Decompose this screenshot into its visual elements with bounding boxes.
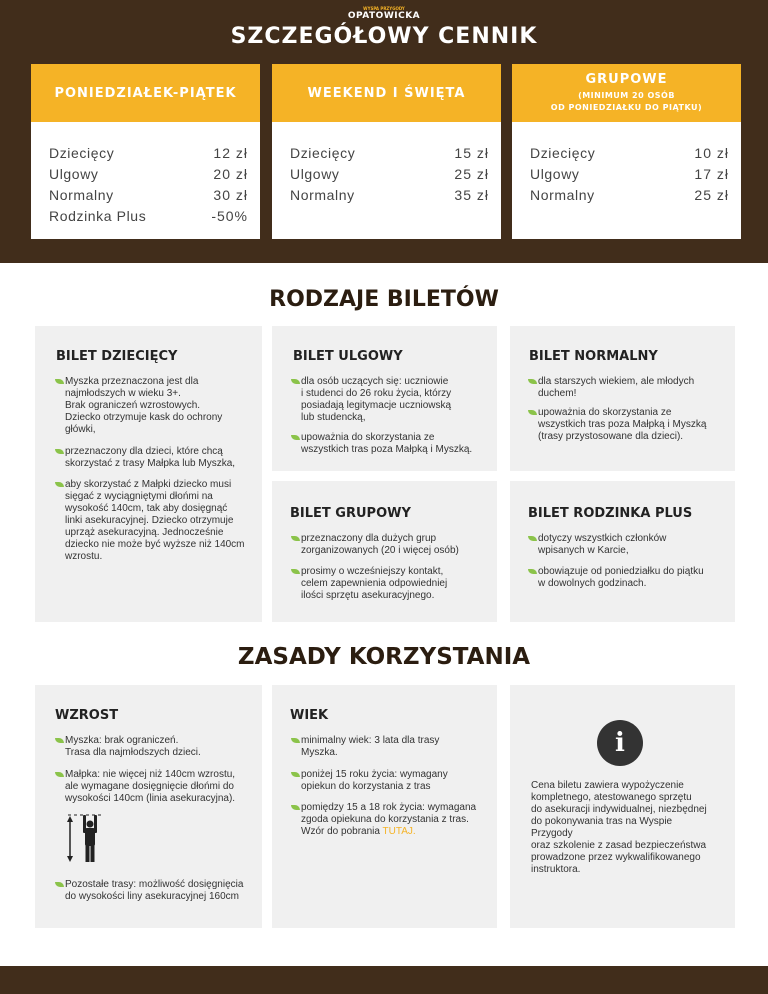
ticket-title-group: BILET GRUPOWY (290, 506, 411, 521)
leaf-icon (528, 569, 537, 574)
price-card-title: GRUPOWE (585, 72, 668, 87)
rules-section-title: ZASADY KORZYSTANIA (237, 644, 531, 670)
ticket-box-child (35, 326, 262, 622)
price-row: Ulgowy 20 zł (49, 166, 248, 182)
price-row: Ulgowy 17 zł (530, 166, 729, 182)
bullet-item: minimalny wiek: 3 lata dla trasy Myszka. (291, 735, 439, 759)
leaf-icon (291, 536, 300, 541)
leaf-icon (291, 805, 300, 810)
leaf-icon (528, 410, 537, 415)
leaf-icon (55, 379, 64, 384)
ticket-title-family: BILET RODZINKA PLUS (528, 506, 693, 521)
bullet-item: Małpka: nie więcej niż 140cm wzrostu, ale wymagane dosięgnięcie dłońmi do wysokości 140cm (linia asekuracyjna). (55, 769, 235, 805)
ticket-title-reduced: BILET ULGOWY (293, 349, 403, 364)
leaf-icon (291, 569, 300, 574)
price-card-header (512, 64, 741, 122)
leaf-icon (55, 882, 64, 887)
price-row: Normalny 25 zł (530, 187, 729, 203)
info-icon: i (597, 720, 643, 766)
footer-logo: WYSPA PRZYGODY OPATOWICKA (347, 6, 421, 21)
footer (0, 966, 768, 994)
bullet-item: Myszka przeznaczona jest dla najmłodszych w wieku 3+. Brak ograniczeń wzrostowych. Dziecko otrzymuje kask do ochrony główki, (55, 376, 222, 436)
price-row: Normalny 30 zł (49, 187, 248, 203)
bullet-item: upoważnia do skorzystania ze wszystkich tras poza Małpką i Myszką. (291, 432, 472, 456)
leaf-icon (528, 536, 537, 541)
rules-title-age: WIEK (290, 708, 329, 723)
price-row: Rodzinka Plus -50% (49, 208, 248, 224)
bullet-item: dla starszych wiekiem, ale młodych duchem! (528, 376, 694, 400)
leaf-icon (55, 772, 64, 777)
leaf-icon (55, 482, 64, 487)
leaf-icon (55, 738, 64, 743)
ticket-title-child: BILET DZIECIĘCY (56, 349, 178, 364)
price-card-title: WEEKEND I ŚWIĘTA (307, 85, 466, 101)
bullet-item: prosimy o wcześniejszy kontakt, celem zapewnienia odpowiedniej ilości sprzętu asekuracyjnego. (291, 566, 447, 602)
download-link[interactable]: TUTAJ. (382, 826, 416, 837)
bullet-item: obowiązuje od poniedziałku do piątku w dowolnych godzinach. (528, 566, 704, 590)
page-title: SZCZEGÓŁOWY CENNIK (230, 24, 538, 49)
price-card-header (272, 64, 501, 122)
bullet-item: przeznaczony dla dzieci, które chcą skorzystać z trasy Małpka lub Myszka, (55, 446, 235, 470)
leaf-icon (291, 435, 300, 440)
bullet-item: poniżej 15 roku życia: wymagany opiekun do korzystania z tras (291, 769, 448, 793)
info-text: Cena biletu zawiera wypożyczenie kompletnego, atestowanego sprzętu do asekuracji indywidualnej, niezbędnej do pokonywania tras na Wyspie Przygody oraz szkolenie z zasad bezpieczeństwa prowadzone przez wykwalifikowanego instruktora. (531, 780, 707, 875)
price-row: Ulgowy 25 zł (290, 166, 489, 182)
leaf-icon (291, 772, 300, 777)
bullet-item: pomiędzy 15 a 18 rok życia: wymagana zgoda opiekuna do korzystania z tras. Wzór do pobrania TUTAJ. (291, 802, 476, 838)
tickets-section-title: RODZAJE BILETÓW (269, 287, 499, 312)
ticket-title-normal: BILET NORMALNY (529, 349, 658, 364)
leaf-icon (291, 738, 300, 743)
leaf-icon (528, 379, 537, 384)
price-card-subtitle: (MINIMUM 20 OSÓB OD PONIEDZIAŁKU DO PIĄTKU) (550, 91, 703, 112)
price-card-header (31, 64, 260, 122)
height-measure-icon (66, 812, 106, 864)
price-card-group (512, 64, 741, 239)
price-card-weekdays (31, 64, 260, 239)
bullet-item: dotyczy wszystkich członków wpisanych w Karcie, (528, 533, 666, 557)
bullet-item: Pozostałe trasy: możliwość dosięgnięcia do wysokości liny asekuracyjnej 160cm (55, 879, 243, 903)
price-row: Normalny 35 zł (290, 187, 489, 203)
bullet-item: upoważnia do skorzystania ze wszystkich tras poza Małpką i Myszką (trasy przystosowane dla dzieci). (528, 407, 706, 443)
bullet-item: przeznaczony dla dużych grup zorganizowanych (20 i więcej osób) (291, 533, 459, 557)
price-row: Dziecięcy 10 zł (530, 145, 729, 161)
bullet-item: dla osób uczących się: uczniowie i studenci do 26 roku życia, którzy posiadają legitymacje uczniowską lub studencką, (291, 376, 451, 424)
leaf-icon (55, 449, 64, 454)
bullet-item: aby skorzystać z Małpki dziecko musi sięgać z wyciągniętymi dłońmi na wysokość 140cm, tak aby dosięgnąć linki asekuracyjnej. Dziecko otrzymuje uprząż asekuracyjną. Jednocześnie dziecko nie może być wyższe niż 140cm wzrostu. (55, 479, 245, 563)
leaf-icon (291, 379, 300, 384)
bullet-item: Myszka: brak ograniczeń. Trasa dla najmłodszych dzieci. (55, 735, 201, 759)
price-row: Dziecięcy 15 zł (290, 145, 489, 161)
price-card-title: PONIEDZIAŁEK-PIĄTEK (54, 85, 237, 101)
rules-title-height: WZROST (55, 708, 119, 723)
price-card-weekend (272, 64, 501, 239)
price-row: Dziecięcy 12 zł (49, 145, 248, 161)
